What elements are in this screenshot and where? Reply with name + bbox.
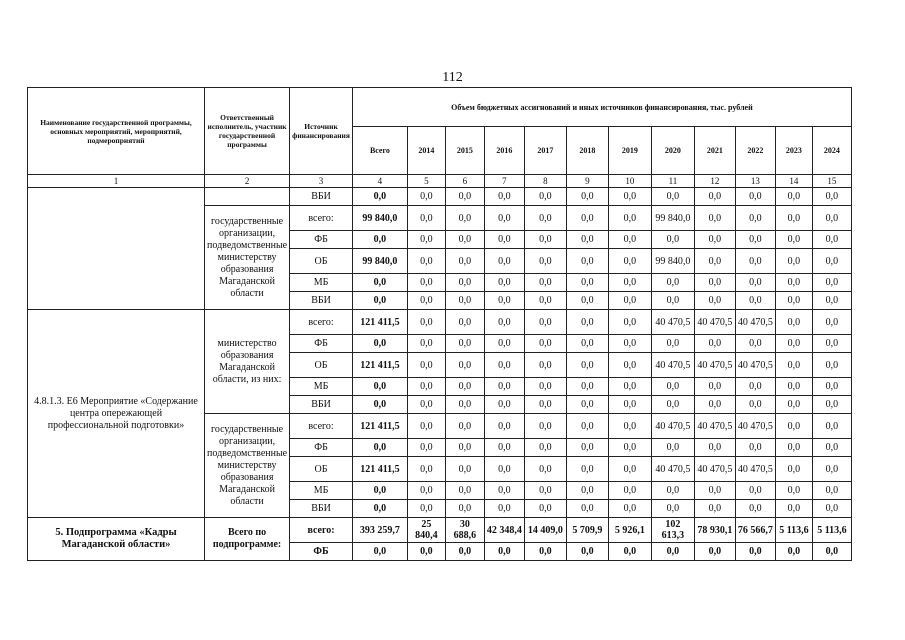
year-value-cell: 0,0: [651, 274, 694, 292]
year-value-cell: 0,0: [445, 439, 484, 457]
total-cell: 0,0: [352, 378, 407, 396]
year-value-cell: 40 470,5: [735, 310, 775, 335]
header-year-cell: 2014: [407, 127, 445, 175]
year-value-cell: 0,0: [608, 378, 651, 396]
year-value-cell: 0,0: [651, 396, 694, 414]
executor-cell: государственные организации, подведомственные министерству образования Магаданской области: [205, 414, 290, 518]
source-cell: всего:: [290, 518, 353, 543]
column-number-cell: 6: [445, 175, 484, 188]
year-value-cell: 0,0: [651, 482, 694, 500]
year-value-cell: 0,0: [694, 292, 735, 310]
year-value-cell: 5 926,1: [608, 518, 651, 543]
year-value-cell: 0,0: [608, 292, 651, 310]
year-value-cell: 0,0: [566, 414, 608, 439]
year-value-cell: 0,0: [694, 335, 735, 353]
year-value-cell: 0,0: [608, 249, 651, 274]
year-value-cell: 0,0: [484, 206, 524, 231]
source-cell: ФБ: [290, 439, 353, 457]
program-name-cell: [28, 188, 205, 310]
year-value-cell: 0,0: [524, 249, 566, 274]
year-value-cell: 0,0: [407, 353, 445, 378]
total-cell: 0,0: [352, 482, 407, 500]
year-value-cell: 0,0: [484, 231, 524, 249]
year-value-cell: 0,0: [566, 188, 608, 206]
column-number-cell: 11: [651, 175, 694, 188]
year-value-cell: 0,0: [407, 482, 445, 500]
executor-cell: Всего по подпрограмме:: [205, 518, 290, 561]
year-value-cell: 0,0: [694, 274, 735, 292]
year-value-cell: 0,0: [694, 231, 735, 249]
year-value-cell: 0,0: [566, 231, 608, 249]
year-value-cell: 0,0: [735, 378, 775, 396]
year-value-cell: 0,0: [407, 274, 445, 292]
year-value-cell: 5 113,6: [775, 518, 812, 543]
year-value-cell: 0,0: [812, 335, 851, 353]
year-value-cell: 0,0: [735, 543, 775, 561]
year-value-cell: 0,0: [651, 335, 694, 353]
header-year-cell: 2021: [694, 127, 735, 175]
column-number-cell: 7: [484, 175, 524, 188]
total-cell: 0,0: [352, 396, 407, 414]
year-value-cell: 0,0: [524, 206, 566, 231]
year-value-cell: 0,0: [651, 231, 694, 249]
header-year-cell: 2018: [566, 127, 608, 175]
year-value-cell: 0,0: [566, 543, 608, 561]
year-value-cell: 0,0: [484, 249, 524, 274]
year-value-cell: 0,0: [566, 335, 608, 353]
year-value-cell: 76 566,7: [735, 518, 775, 543]
year-value-cell: 0,0: [445, 543, 484, 561]
year-value-cell: 0,0: [407, 439, 445, 457]
year-value-cell: 99 840,0: [651, 249, 694, 274]
year-value-cell: 0,0: [407, 231, 445, 249]
year-value-cell: 0,0: [566, 274, 608, 292]
total-cell: 121 411,5: [352, 310, 407, 335]
year-value-cell: 0,0: [735, 249, 775, 274]
executor-cell: министерство образования Магаданской области, из них:: [205, 310, 290, 414]
year-value-cell: 0,0: [694, 543, 735, 561]
year-value-cell: 0,0: [735, 292, 775, 310]
total-cell: 0,0: [352, 439, 407, 457]
header-year-cell: 2016: [484, 127, 524, 175]
year-value-cell: 0,0: [608, 310, 651, 335]
total-cell: 99 840,0: [352, 206, 407, 231]
header-year-cell: 2023: [775, 127, 812, 175]
year-value-cell: 40 470,5: [694, 310, 735, 335]
year-value-cell: 0,0: [608, 335, 651, 353]
source-cell: ФБ: [290, 231, 353, 249]
year-value-cell: 0,0: [566, 353, 608, 378]
year-value-cell: 40 470,5: [735, 414, 775, 439]
year-value-cell: 0,0: [445, 482, 484, 500]
table-row: [28, 310, 852, 335]
year-value-cell: 0,0: [608, 414, 651, 439]
year-value-cell: 0,0: [775, 414, 812, 439]
year-value-cell: 0,0: [735, 500, 775, 518]
year-value-cell: 0,0: [445, 206, 484, 231]
source-cell: всего:: [290, 310, 353, 335]
column-numbers-row: [28, 175, 852, 188]
year-value-cell: 0,0: [608, 543, 651, 561]
year-value-cell: 0,0: [407, 335, 445, 353]
year-value-cell: 0,0: [524, 292, 566, 310]
year-value-cell: 0,0: [812, 353, 851, 378]
total-cell: 0,0: [352, 231, 407, 249]
year-value-cell: 0,0: [694, 482, 735, 500]
source-cell: ВБИ: [290, 500, 353, 518]
column-number-cell: 10: [608, 175, 651, 188]
column-number-cell: 4: [352, 175, 407, 188]
total-cell: 0,0: [352, 292, 407, 310]
year-value-cell: 0,0: [735, 482, 775, 500]
year-value-cell: 0,0: [407, 457, 445, 482]
year-value-cell: 0,0: [775, 188, 812, 206]
year-value-cell: 0,0: [775, 482, 812, 500]
year-value-cell: 0,0: [735, 274, 775, 292]
year-value-cell: 0,0: [445, 274, 484, 292]
column-number-cell: 3: [290, 175, 353, 188]
year-value-cell: 0,0: [812, 378, 851, 396]
year-value-cell: 0,0: [484, 335, 524, 353]
total-cell: 0,0: [352, 500, 407, 518]
year-value-cell: 0,0: [608, 482, 651, 500]
header-year-cell: 2019: [608, 127, 651, 175]
year-value-cell: 0,0: [812, 482, 851, 500]
year-value-cell: 0,0: [775, 274, 812, 292]
header-year-cell: 2020: [651, 127, 694, 175]
year-value-cell: 0,0: [775, 292, 812, 310]
year-value-cell: 0,0: [608, 500, 651, 518]
year-value-cell: 0,0: [445, 500, 484, 518]
year-value-cell: 0,0: [484, 292, 524, 310]
year-value-cell: 0,0: [812, 188, 851, 206]
year-value-cell: 0,0: [484, 543, 524, 561]
column-number-cell: 12: [694, 175, 735, 188]
source-cell: всего:: [290, 414, 353, 439]
total-cell: 121 411,5: [352, 414, 407, 439]
header-source-cell: Источник финансирования: [290, 88, 353, 175]
year-value-cell: 0,0: [524, 231, 566, 249]
year-value-cell: 0,0: [407, 292, 445, 310]
year-value-cell: 0,0: [694, 206, 735, 231]
year-value-cell: 0,0: [407, 206, 445, 231]
year-value-cell: 0,0: [566, 249, 608, 274]
year-value-cell: 0,0: [651, 378, 694, 396]
page-number: 112: [442, 70, 463, 85]
year-value-cell: 0,0: [524, 378, 566, 396]
year-value-cell: 0,0: [524, 188, 566, 206]
year-value-cell: 0,0: [694, 500, 735, 518]
year-value-cell: 0,0: [775, 335, 812, 353]
column-number-cell: 15: [812, 175, 851, 188]
source-cell: ВБИ: [290, 396, 353, 414]
year-value-cell: 0,0: [775, 249, 812, 274]
year-value-cell: 0,0: [484, 500, 524, 518]
source-cell: МБ: [290, 378, 353, 396]
table-row: [28, 188, 852, 206]
year-value-cell: 0,0: [566, 206, 608, 231]
year-value-cell: 0,0: [735, 188, 775, 206]
year-value-cell: 5 709,9: [566, 518, 608, 543]
year-value-cell: 0,0: [566, 457, 608, 482]
year-value-cell: 0,0: [407, 378, 445, 396]
year-value-cell: 0,0: [775, 353, 812, 378]
year-value-cell: 0,0: [484, 274, 524, 292]
year-value-cell: 0,0: [735, 206, 775, 231]
year-value-cell: 0,0: [484, 188, 524, 206]
year-value-cell: 0,0: [566, 378, 608, 396]
year-value-cell: 0,0: [445, 457, 484, 482]
column-number-cell: 8: [524, 175, 566, 188]
year-value-cell: 0,0: [484, 396, 524, 414]
total-cell: 0,0: [352, 335, 407, 353]
column-number-cell: 13: [735, 175, 775, 188]
year-value-cell: 0,0: [445, 188, 484, 206]
source-cell: всего:: [290, 206, 353, 231]
year-value-cell: 0,0: [812, 292, 851, 310]
year-value-cell: 0,0: [524, 543, 566, 561]
year-value-cell: 0,0: [608, 353, 651, 378]
executor-cell: [205, 188, 290, 206]
year-value-cell: 78 930,1: [694, 518, 735, 543]
budget-table: [27, 87, 852, 561]
year-value-cell: 0,0: [524, 414, 566, 439]
year-value-cell: 0,0: [775, 500, 812, 518]
year-value-cell: 0,0: [524, 335, 566, 353]
header-executor-cell: Ответственный исполнитель, участник государственной программы: [205, 88, 290, 175]
year-value-cell: 40 470,5: [694, 414, 735, 439]
table-header: [28, 88, 852, 188]
year-value-cell: 0,0: [407, 188, 445, 206]
year-value-cell: 0,0: [566, 482, 608, 500]
year-value-cell: 0,0: [566, 396, 608, 414]
total-cell: 0,0: [352, 188, 407, 206]
column-number-cell: 2: [205, 175, 290, 188]
year-value-cell: 0,0: [775, 206, 812, 231]
year-value-cell: 0,0: [484, 457, 524, 482]
year-value-cell: 0,0: [694, 188, 735, 206]
year-value-cell: 0,0: [445, 249, 484, 274]
year-value-cell: 40 470,5: [651, 414, 694, 439]
header-year-cell: 2024: [812, 127, 851, 175]
year-value-cell: 99 840,0: [651, 206, 694, 231]
year-value-cell: 0,0: [651, 292, 694, 310]
year-value-cell: 0,0: [608, 396, 651, 414]
year-value-cell: 0,0: [608, 231, 651, 249]
total-cell: 393 259,7: [352, 518, 407, 543]
year-value-cell: 0,0: [524, 457, 566, 482]
total-cell: 99 840,0: [352, 249, 407, 274]
total-cell: 121 411,5: [352, 457, 407, 482]
source-cell: ФБ: [290, 335, 353, 353]
year-value-cell: 0,0: [735, 335, 775, 353]
year-value-cell: 0,0: [775, 396, 812, 414]
year-value-cell: 0,0: [484, 414, 524, 439]
year-value-cell: 0,0: [608, 274, 651, 292]
year-value-cell: 0,0: [812, 439, 851, 457]
year-value-cell: 0,0: [694, 378, 735, 396]
year-value-cell: 0,0: [445, 396, 484, 414]
year-value-cell: 40 470,5: [735, 353, 775, 378]
year-value-cell: 0,0: [775, 310, 812, 335]
year-value-cell: 0,0: [775, 231, 812, 249]
year-value-cell: 0,0: [812, 457, 851, 482]
year-value-cell: 0,0: [735, 231, 775, 249]
year-value-cell: 0,0: [407, 396, 445, 414]
year-value-cell: 30 688,6: [445, 518, 484, 543]
year-value-cell: 0,0: [407, 310, 445, 335]
year-value-cell: 0,0: [775, 543, 812, 561]
year-value-cell: 0,0: [735, 396, 775, 414]
year-value-cell: 0,0: [812, 396, 851, 414]
header-year-cell: 2022: [735, 127, 775, 175]
header-name-cell: Наименование государственной программы, основных мероприятий, мероприятий, подмероприятий: [28, 88, 205, 175]
year-value-cell: 0,0: [651, 188, 694, 206]
source-cell: ОБ: [290, 249, 353, 274]
year-value-cell: 0,0: [566, 310, 608, 335]
source-cell: ОБ: [290, 457, 353, 482]
table-row: [28, 518, 852, 543]
year-value-cell: 0,0: [445, 292, 484, 310]
year-value-cell: 0,0: [524, 439, 566, 457]
total-cell: 0,0: [352, 543, 407, 561]
year-value-cell: 0,0: [775, 439, 812, 457]
source-cell: ВБИ: [290, 188, 353, 206]
year-value-cell: 0,0: [812, 414, 851, 439]
year-value-cell: 0,0: [445, 353, 484, 378]
year-value-cell: 0,0: [445, 335, 484, 353]
year-value-cell: 0,0: [735, 439, 775, 457]
column-number-cell: 14: [775, 175, 812, 188]
year-value-cell: 0,0: [445, 231, 484, 249]
year-value-cell: 0,0: [566, 439, 608, 457]
year-value-cell: 0,0: [407, 414, 445, 439]
source-cell: ФБ: [290, 543, 353, 561]
year-value-cell: 0,0: [524, 310, 566, 335]
year-value-cell: 0,0: [608, 188, 651, 206]
year-value-cell: 0,0: [812, 310, 851, 335]
header-year-cell: 2015: [445, 127, 484, 175]
year-value-cell: 0,0: [812, 206, 851, 231]
year-value-cell: 0,0: [775, 457, 812, 482]
year-value-cell: 25 840,4: [407, 518, 445, 543]
year-value-cell: 40 470,5: [651, 353, 694, 378]
year-value-cell: 40 470,5: [735, 457, 775, 482]
source-cell: ОБ: [290, 353, 353, 378]
year-value-cell: 0,0: [651, 439, 694, 457]
year-value-cell: 0,0: [812, 543, 851, 561]
year-value-cell: 0,0: [407, 249, 445, 274]
program-name-cell: 5. Подпрограмма «Кадры Магаданской области»: [28, 518, 205, 561]
year-value-cell: 0,0: [608, 206, 651, 231]
year-value-cell: 0,0: [524, 500, 566, 518]
year-value-cell: 0,0: [608, 439, 651, 457]
year-value-cell: 14 409,0: [524, 518, 566, 543]
year-value-cell: 0,0: [608, 457, 651, 482]
year-value-cell: 0,0: [694, 249, 735, 274]
header-total-cell: Всего: [352, 127, 407, 175]
year-value-cell: 0,0: [524, 482, 566, 500]
column-number-cell: 1: [28, 175, 205, 188]
year-value-cell: 0,0: [484, 378, 524, 396]
source-cell: ВБИ: [290, 292, 353, 310]
year-value-cell: 40 470,5: [651, 310, 694, 335]
total-cell: 0,0: [352, 274, 407, 292]
year-value-cell: 0,0: [524, 274, 566, 292]
year-value-cell: 0,0: [445, 414, 484, 439]
year-value-cell: 0,0: [812, 500, 851, 518]
year-value-cell: 42 348,4: [484, 518, 524, 543]
year-value-cell: 102 613,3: [651, 518, 694, 543]
header-volume-cell: Объем бюджетных ассигнований и иных источников финансирования, тыс. рублей: [352, 88, 851, 127]
year-value-cell: 0,0: [484, 482, 524, 500]
year-value-cell: 0,0: [812, 274, 851, 292]
year-value-cell: 5 113,6: [812, 518, 851, 543]
column-number-cell: 9: [566, 175, 608, 188]
program-name-cell: 4.8.1.3. Е6 Мероприятие «Содержание центра опережающей профессиональной подготовки»: [28, 310, 205, 518]
total-cell: 121 411,5: [352, 353, 407, 378]
year-value-cell: 0,0: [484, 353, 524, 378]
year-value-cell: 0,0: [775, 378, 812, 396]
column-number-cell: 5: [407, 175, 445, 188]
source-cell: МБ: [290, 482, 353, 500]
year-value-cell: 0,0: [566, 292, 608, 310]
header-year-cell: 2017: [524, 127, 566, 175]
year-value-cell: 0,0: [812, 231, 851, 249]
year-value-cell: 40 470,5: [694, 353, 735, 378]
year-value-cell: 0,0: [407, 543, 445, 561]
executor-cell: государственные организации, подведомственные министерству образования Магаданской области: [205, 206, 290, 310]
year-value-cell: 0,0: [524, 353, 566, 378]
year-value-cell: 0,0: [484, 439, 524, 457]
year-value-cell: 0,0: [407, 500, 445, 518]
year-value-cell: 40 470,5: [651, 457, 694, 482]
year-value-cell: 0,0: [445, 378, 484, 396]
year-value-cell: 0,0: [566, 500, 608, 518]
year-value-cell: 0,0: [524, 396, 566, 414]
year-value-cell: 0,0: [694, 396, 735, 414]
year-value-cell: 0,0: [484, 310, 524, 335]
table-body: [28, 188, 852, 561]
year-value-cell: 0,0: [812, 249, 851, 274]
year-value-cell: 0,0: [651, 500, 694, 518]
year-value-cell: 0,0: [445, 310, 484, 335]
year-value-cell: 0,0: [651, 543, 694, 561]
source-cell: МБ: [290, 274, 353, 292]
year-value-cell: 0,0: [694, 439, 735, 457]
year-value-cell: 40 470,5: [694, 457, 735, 482]
